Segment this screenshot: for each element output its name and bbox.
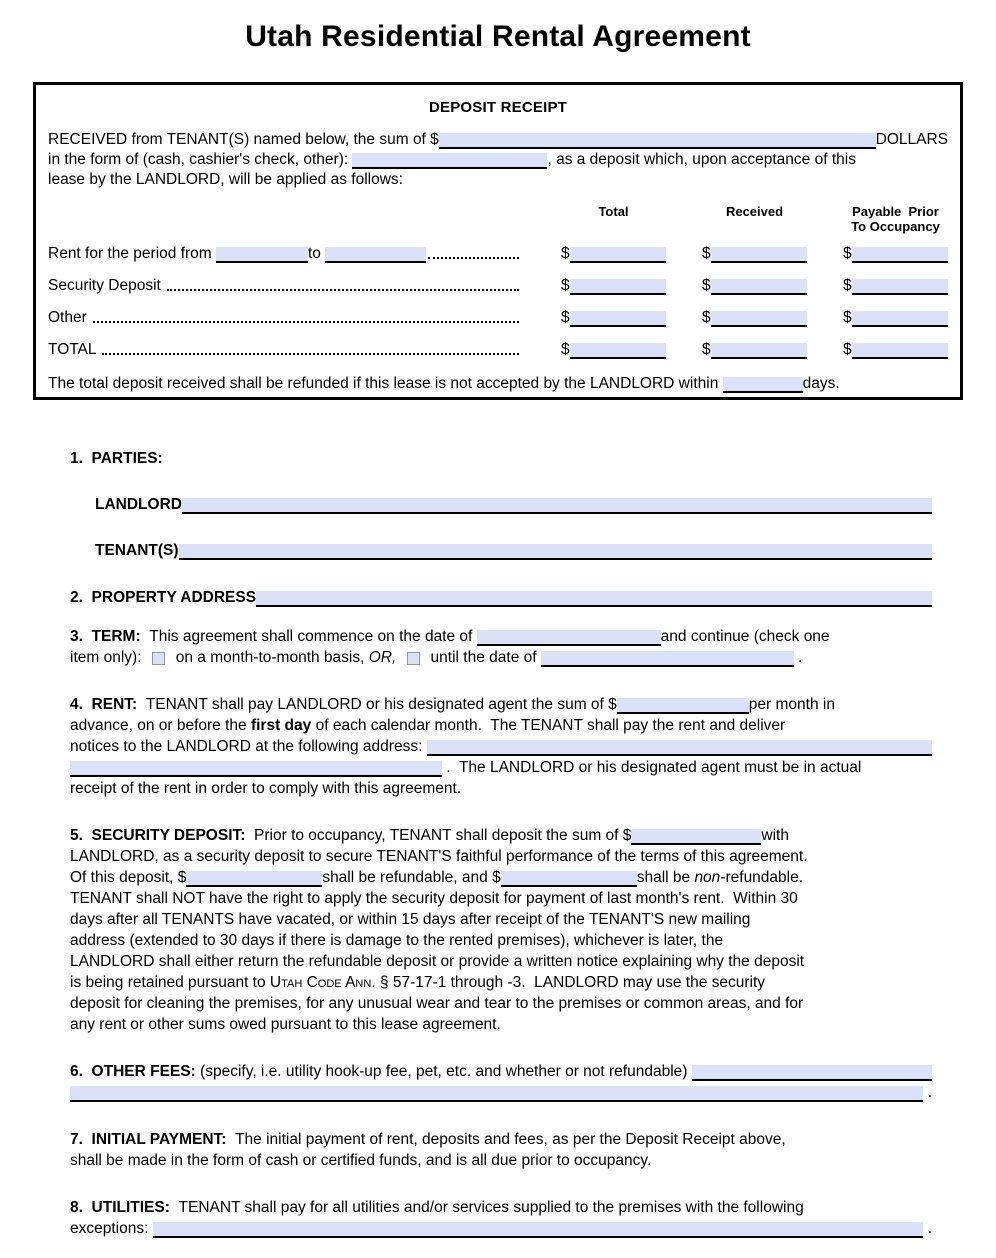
text-line [70, 951, 932, 972]
refund-days-field[interactable] [723, 377, 803, 393]
text-run: Payable Prior [852, 204, 939, 219]
rent-received-field[interactable] [711, 247, 807, 263]
money-cell [561, 275, 666, 296]
text-line [70, 626, 932, 647]
text-run: $ [843, 245, 852, 262]
text-run: TENANT shall NOT have the right to apply the security deposit for payment of last month's rent. Within 30 [70, 890, 798, 907]
dotted-leader [93, 321, 519, 323]
money-cell [843, 275, 948, 296]
text-line [70, 909, 932, 930]
agreement-sections [70, 448, 932, 1239]
bold-text-run: TENANT(S) [95, 542, 179, 559]
text-run: $ [561, 277, 570, 294]
security-deposit-amount-field[interactable] [631, 829, 761, 845]
text-run: days after all TENANTS have vacated, or within 15 days after receipt of the TENANT'S new mailing [70, 911, 751, 928]
text-run: until the date of [421, 649, 541, 666]
text-line [70, 587, 932, 608]
section-security-deposit [70, 825, 932, 1035]
payment-form-field[interactable] [352, 153, 547, 169]
page-title: Utah Residential Rental Agreement [245, 20, 751, 53]
money-cell [561, 339, 666, 360]
table-row-other [48, 307, 948, 328]
table-row-total [48, 339, 948, 360]
until-date-checkbox[interactable] [407, 652, 420, 665]
section-other-fees [70, 1061, 932, 1103]
receipt-intro-line2 [48, 150, 948, 170]
text-line [70, 757, 932, 778]
text-line [70, 647, 932, 668]
money-cell [702, 307, 807, 328]
text-line [70, 448, 932, 469]
text-run: This agreement shall commence on the date of [140, 628, 477, 645]
month-to-month-checkbox[interactable] [152, 652, 165, 665]
dotted-leader [102, 353, 519, 355]
text-run: is being retained pursuant to [70, 974, 270, 991]
property-address-field[interactable] [256, 591, 932, 607]
text-run: $ [843, 341, 852, 358]
text-run: , as a deposit which, upon acceptance of this [547, 151, 856, 168]
column-header-total: Total [598, 204, 629, 219]
text-run: shall be made in the form of cash or certified funds, and is all due prior to occupancy. [70, 1152, 652, 1169]
rent-payable-prior-field[interactable] [852, 247, 948, 263]
section-property-address [70, 587, 932, 608]
text-line [70, 972, 932, 993]
other-fees-line2-field[interactable] [70, 1086, 923, 1102]
text-run: $ [561, 309, 570, 326]
section-term [70, 626, 932, 668]
tenant-names-field[interactable] [179, 544, 932, 560]
text-line [70, 1014, 932, 1035]
table-row-security-deposit [48, 275, 948, 296]
deposit-receipt-heading: DEPOSIT RECEIPT [428, 99, 568, 116]
text-run: TENANT shall pay LANDLORD or his designated agent the sum of $ [137, 696, 617, 713]
receipt-intro-line1 [48, 130, 948, 150]
money-cell [843, 307, 948, 328]
text-run: in the form of (cash, cashier's check, other): [48, 151, 353, 168]
monthly-rent-amount-field[interactable] [617, 698, 749, 714]
end-date-field[interactable] [541, 651, 794, 667]
italic-text-run: non [694, 869, 721, 886]
text-run: Prior to occupancy, TENANT shall deposit the sum of $ [245, 827, 632, 844]
landlord-address-line1-field[interactable] [427, 740, 932, 756]
nonrefundable-amount-field[interactable] [501, 871, 637, 887]
text-run: $ [702, 309, 711, 326]
text-run: $ [561, 245, 570, 262]
text-line [70, 1218, 932, 1239]
deposit-sum-field[interactable] [439, 133, 876, 149]
text-run: with [761, 827, 789, 844]
text-run: $ [702, 277, 711, 294]
text-line [70, 930, 932, 951]
text-run: LANDLORD shall either return the refundable deposit or provide a written notice explaining why the deposit [70, 953, 805, 970]
money-cell [702, 243, 807, 264]
column-header-payable [843, 204, 948, 234]
text-run: . [923, 1220, 932, 1237]
text-run: of each calendar month. The TENANT shall pay the rent and deliver [311, 717, 786, 734]
bold-text-run: 5. SECURITY DEPOSIT: [70, 827, 246, 844]
text-run: Security Deposit [48, 277, 166, 294]
text-run: RECEIVED from TENANT(S) named below, the sum of $ [48, 131, 439, 148]
text-line [70, 825, 932, 846]
text-run: DOLLARS [875, 131, 948, 148]
receipt-column-headers [48, 204, 948, 234]
money-cell [843, 243, 948, 264]
landlord-name-field[interactable] [182, 498, 932, 514]
section-rent [70, 694, 932, 799]
text-run: advance, on or before the [70, 717, 251, 734]
text-line [70, 993, 932, 1014]
text-run: to [308, 245, 326, 262]
text-run: notices to the LANDLORD at the following address: [70, 738, 427, 755]
text-line [95, 494, 932, 515]
text-run: shall be refundable, and $ [322, 869, 501, 886]
other-fees-line1-field[interactable] [692, 1065, 932, 1081]
text-run: TENANT shall pay for all utilities and/or services supplied to the premises with the following [169, 1199, 804, 1216]
text-run: -refundable. [720, 869, 804, 886]
text-run: shall be [636, 869, 695, 886]
text-line [70, 846, 932, 867]
text-run: lease by the LANDLORD, will be applied as follows: [48, 171, 403, 188]
money-cell [561, 307, 666, 328]
money-cell [702, 339, 807, 360]
bold-text-run: 3. TERM: [70, 628, 141, 645]
deposit-receipt-box [33, 82, 963, 400]
text-run: exceptions: [70, 1220, 153, 1237]
text-run: $ [561, 341, 570, 358]
text-run: . [793, 649, 803, 666]
text-line [95, 540, 932, 561]
text-run: LANDLORD, as a security deposit to secure TENANT'S faithful performance of the terms of this agreement. [70, 848, 808, 865]
text-line [70, 736, 932, 757]
refundable-amount-field[interactable] [186, 871, 322, 887]
text-run: $ [702, 341, 711, 358]
text-run: Of this deposit, $ [70, 869, 187, 886]
total-received-field[interactable] [711, 343, 807, 359]
text-line [70, 1129, 932, 1150]
text-run: To Occupancy [851, 219, 940, 234]
rent-total-field[interactable] [570, 247, 666, 263]
section-parties [70, 448, 932, 561]
bold-text-run: 6. OTHER FEES: [70, 1063, 196, 1080]
receipt-intro-line3 [48, 170, 948, 190]
commencement-date-field[interactable] [477, 630, 661, 646]
text-run: $ [843, 277, 852, 294]
text-run: The initial payment of rent, deposits and fees, as per the Deposit Receipt above, [226, 1131, 786, 1148]
bold-text-run: 8. UTILITIES: [70, 1199, 170, 1216]
money-cell [702, 275, 807, 296]
text-run: and continue (check one [660, 628, 830, 645]
text-run: item only): [70, 649, 151, 666]
text-line [70, 888, 932, 909]
total-payable-prior-field[interactable] [852, 343, 948, 359]
italic-text-run: OR, [368, 649, 397, 666]
dotted-leader [167, 289, 519, 291]
bold-text-run: 1. PARTIES: [70, 450, 163, 467]
text-run: days. [802, 375, 840, 392]
smallcaps-text-run: Utah Code Ann. [269, 974, 376, 991]
text-run: receipt of the rent in order to comply with this agreement. [70, 780, 462, 797]
total-total-field[interactable] [570, 343, 666, 359]
security-deposit-payable-prior-field[interactable] [852, 279, 948, 295]
text-run: $ [702, 245, 711, 262]
bold-text-run: 4. RENT: [70, 696, 138, 713]
security-deposit-received-field[interactable] [711, 279, 807, 295]
text-line [70, 778, 932, 799]
other-payable-prior-field[interactable] [852, 311, 948, 327]
text-run: The total deposit received shall be refunded if this lease is not accepted by the LANDLORD within [48, 375, 723, 392]
text-line [70, 1150, 932, 1171]
text-run: TOTAL [48, 341, 101, 358]
text-run: § 57-17-1 through -3. LANDLORD may use the security [375, 974, 766, 991]
security-deposit-total-field[interactable] [570, 279, 666, 295]
bold-text-run: 7. INITIAL PAYMENT: [70, 1131, 227, 1148]
text-run [396, 647, 405, 668]
section-initial-payment [70, 1129, 932, 1171]
text-run: address (extended to 30 days if there is damage to the rented premises), whichever is later, the [70, 932, 724, 949]
text-run: on a month-to-month basis, [167, 649, 369, 666]
other-total-field[interactable] [570, 311, 666, 327]
table-row-rent-period [48, 243, 948, 264]
rent-period-from-field[interactable] [216, 247, 308, 263]
section-utilities [70, 1197, 932, 1239]
text-line [70, 867, 932, 888]
text-line [70, 1061, 932, 1082]
landlord-address-line2-field[interactable] [70, 761, 442, 777]
text-run: . The LANDLORD or his designated agent must be in actual [442, 759, 862, 776]
dotted-leader [428, 257, 519, 259]
text-line [70, 715, 932, 736]
text-run: deposit for cleaning the premises, for any unusual wear and tear to the premises or common areas, and for [70, 995, 804, 1012]
text-run: $ [843, 309, 852, 326]
text-run: any rent or other sums owed pursuant to this lease agreement. [70, 1016, 501, 1033]
text-line [70, 1082, 932, 1103]
text-run: Other [48, 309, 92, 326]
text-run: Rent for the period from [48, 245, 216, 262]
text-run: per month in [748, 696, 835, 713]
bold-text-run: 2. PROPERTY ADDRESS [70, 589, 257, 606]
bold-text-run: LANDLORD [95, 496, 182, 513]
bold-text-run: first day [250, 717, 312, 734]
column-header-received: Received [725, 204, 784, 219]
utilities-exceptions-field[interactable] [153, 1222, 924, 1238]
text-run: . [923, 1084, 932, 1101]
rent-period-to-field[interactable] [325, 247, 426, 263]
other-received-field[interactable] [711, 311, 807, 327]
money-cell [843, 339, 948, 360]
text-line [70, 1197, 932, 1218]
receipt-footer-line [48, 373, 948, 394]
text-line [70, 694, 932, 715]
text-run: (specify, i.e. utility hook-up fee, pet, etc. and whether or not refundable) [195, 1063, 692, 1080]
money-cell [561, 243, 666, 264]
